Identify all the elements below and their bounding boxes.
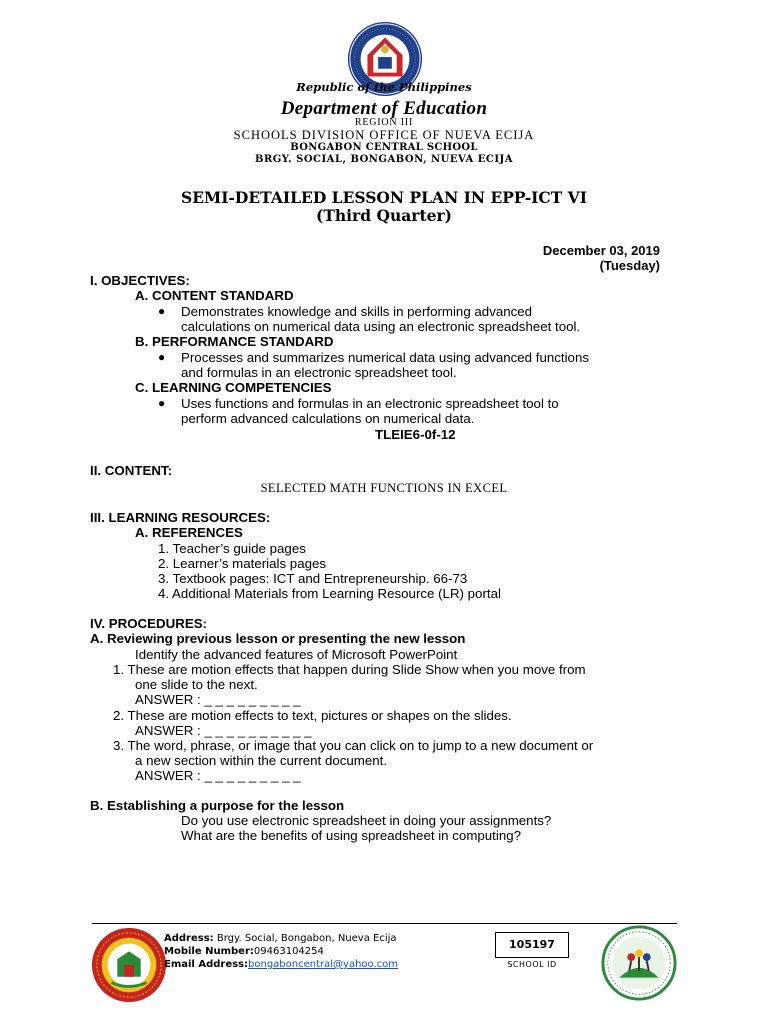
- footer-divider: [92, 923, 677, 924]
- references-heading: A. REFERENCES: [135, 525, 243, 540]
- procedure-a-heading: A. Reviewing previous lesson or presenting the new lesson: [90, 631, 466, 646]
- school-id-box: 105197: [495, 932, 569, 958]
- mobile-label: Mobile Number:: [164, 946, 254, 957]
- performance-standard-line-1: Processes and summarizes numerical data using advanced functions: [181, 350, 589, 365]
- bullet-icon: ●: [158, 350, 166, 364]
- mobile-value: 09463104254: [253, 946, 324, 957]
- content-standard-line-1: Demonstrates knowledge and skills in performing advanced: [181, 304, 533, 319]
- content-heading: II. CONTENT:: [90, 463, 172, 478]
- procedure-b-heading: B. Establishing a purpose for the lesson: [90, 798, 345, 813]
- procedure-b-question-2: What are the benefits of using spreadsheet in computing?: [181, 828, 522, 843]
- footer-mobile: [164, 946, 324, 957]
- question-1-answer: ANSWER : _ _ _ _ _ _ _ _ _: [135, 692, 301, 707]
- email-label: Email Address:: [164, 959, 249, 970]
- school-logo-right: [600, 924, 678, 1002]
- school-logo-left: [90, 926, 168, 1004]
- objectives-heading: I. OBJECTIVES:: [90, 273, 190, 288]
- lesson-date: December 03, 2019: [542, 243, 660, 258]
- question-1-line-1: 1. These are motion effects that happen during Slide Show when you move from: [113, 662, 586, 677]
- question-2-answer: ANSWER : _ _ _ _ _ _ _ _ _ _: [135, 723, 312, 738]
- question-2-line-1: 2. These are motion effects to text, pictures or shapes on the slides.: [113, 708, 512, 723]
- competency-code: TLEIE6-0f-12: [375, 427, 456, 442]
- content-standard-line-2: calculations on numerical data using an electronic spreadsheet tool.: [181, 319, 581, 334]
- resources-heading: III. LEARNING RESOURCES:: [90, 510, 271, 525]
- question-3-answer: ANSWER : _ _ _ _ _ _ _ _ _: [135, 768, 301, 783]
- reference-item: 2. Learner’s materials pages: [158, 556, 327, 571]
- division-text: SCHOOLS DIVISION OFFICE OF NUEVA ECIJA: [233, 128, 535, 142]
- competencies-line-1: Uses functions and formulas in an electronic spreadsheet tool to: [181, 396, 559, 411]
- competencies-heading: C. LEARNING COMPETENCIES: [135, 380, 332, 395]
- bullet-icon: ●: [158, 396, 166, 410]
- republic-text: Republic of the Philippines: [296, 80, 472, 94]
- question-1-line-2: one slide to the next.: [135, 677, 258, 692]
- reference-item: 4. Additional Materials from Learning Resource (LR) portal: [158, 586, 501, 601]
- school-name: BONGABON CENTRAL SCHOOL: [290, 142, 478, 153]
- competencies-line-2: perform advanced calculations on numerical data.: [181, 411, 475, 426]
- procedures-heading: IV. PROCEDURES:: [90, 616, 207, 631]
- content-topic: SELECTED MATH FUNCTIONS IN EXCEL: [260, 481, 508, 495]
- question-3-line-2: a new section within the current document.: [135, 753, 388, 768]
- address-value: Brgy. Social, Bongabon, Nueva Ecija: [216, 933, 397, 944]
- footer-address: [164, 933, 397, 944]
- quarter-subtitle: (Third Quarter): [316, 206, 452, 225]
- procedure-b-question-1: Do you use electronic spreadsheet in doing your assignments?: [181, 813, 552, 828]
- region-text: REGION III: [354, 117, 414, 128]
- school-address: BRGY. SOCIAL, BONGABON, NUEVA ECIJA: [255, 154, 513, 165]
- footer-email: [164, 959, 398, 970]
- school-id-label: SCHOOL ID: [507, 960, 557, 969]
- email-link[interactable]: bongaboncentral@yahoo.com: [248, 959, 399, 970]
- procedure-a-intro: Identify the advanced features of Microsoft PowerPoint: [135, 647, 458, 662]
- lesson-plan-title: SEMI-DETAILED LESSON PLAN IN EPP-ICT VI: [181, 188, 587, 207]
- question-3-line-1: 3. The word, phrase, or image that you can click on to jump to a new document or: [113, 738, 594, 753]
- performance-standard-heading: B. PERFORMANCE STANDARD: [135, 334, 334, 349]
- content-standard-heading: A. CONTENT STANDARD: [135, 288, 294, 303]
- reference-item: 1. Teacher’s guide pages: [158, 541, 306, 556]
- reference-item: 3. Textbook pages: ICT and Entrepreneurship. 66-73: [158, 571, 468, 586]
- bullet-icon: ●: [158, 304, 166, 318]
- lesson-day: (Tuesday): [599, 258, 660, 273]
- performance-standard-line-2: and formulas in an electronic spreadsheet tool.: [181, 365, 457, 380]
- address-label: Address:: [164, 933, 214, 944]
- department-name: Department of Education: [280, 98, 488, 119]
